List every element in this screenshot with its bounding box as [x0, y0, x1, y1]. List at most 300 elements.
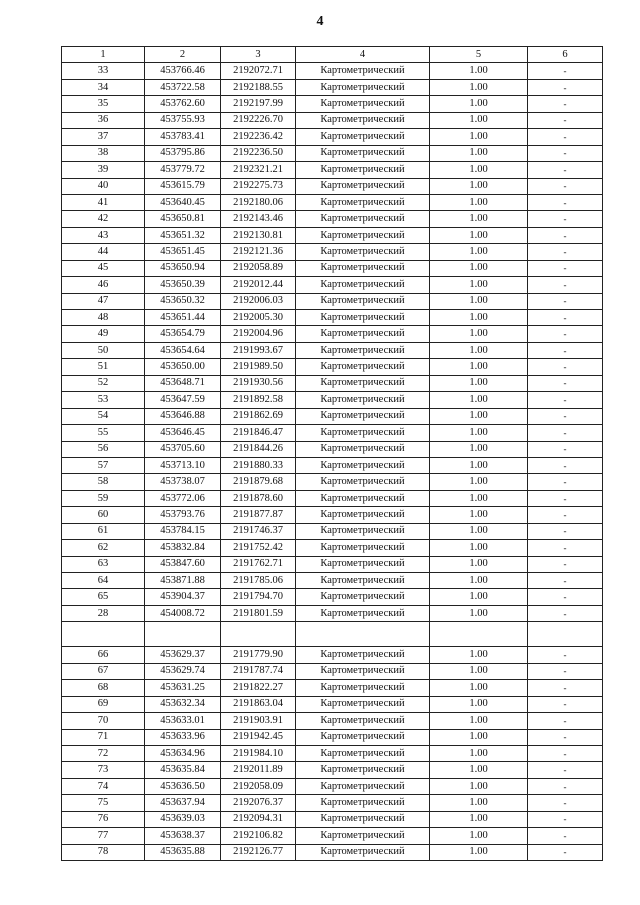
- accuracy-cell: 1.00: [430, 647, 528, 663]
- method-cell: Картометрический: [296, 811, 430, 827]
- y-coordinate-cell: 2192143.46: [221, 211, 296, 227]
- method-cell: Картометрический: [296, 375, 430, 391]
- note-cell: -: [528, 392, 603, 408]
- method-cell: Картометрический: [296, 145, 430, 161]
- x-coordinate-cell: 453847.60: [145, 556, 221, 572]
- table-row: [62, 441, 603, 457]
- note-cell: -: [528, 194, 603, 210]
- note-cell: -: [528, 211, 603, 227]
- y-coordinate-cell: 2192072.71: [221, 63, 296, 79]
- header-cell-5: 5: [430, 47, 528, 63]
- table-row: [62, 211, 603, 227]
- table-row: [62, 729, 603, 745]
- table-row: [62, 194, 603, 210]
- y-coordinate-cell: 2191930.56: [221, 375, 296, 391]
- note-cell: -: [528, 244, 603, 260]
- x-coordinate-cell: 453634.96: [145, 745, 221, 761]
- x-coordinate-cell: 453650.32: [145, 293, 221, 309]
- accuracy-cell: 1.00: [430, 112, 528, 128]
- table-row: [62, 112, 603, 128]
- table-row: [62, 277, 603, 293]
- point-number-cell: 41: [62, 194, 145, 210]
- y-coordinate-cell: 2191787.74: [221, 663, 296, 679]
- y-coordinate-cell: 2192004.96: [221, 326, 296, 342]
- point-number-cell: 73: [62, 762, 145, 778]
- accuracy-cell: 1.00: [430, 244, 528, 260]
- point-number-cell: 38: [62, 145, 145, 161]
- note-cell: -: [528, 663, 603, 679]
- accuracy-cell: 1.00: [430, 145, 528, 161]
- table-row: [62, 573, 603, 589]
- note-cell: -: [528, 310, 603, 326]
- y-coordinate-cell: 2192005.30: [221, 310, 296, 326]
- note-cell: -: [528, 778, 603, 794]
- header-cell-6: 6: [528, 47, 603, 63]
- y-coordinate-cell: 2191942.45: [221, 729, 296, 745]
- header-cell-4: 4: [296, 47, 430, 63]
- accuracy-cell: 1.00: [430, 441, 528, 457]
- method-cell: Картометрический: [296, 647, 430, 663]
- y-coordinate-cell: 2192126.77: [221, 844, 296, 860]
- table-row: [62, 359, 603, 375]
- note-cell: -: [528, 844, 603, 860]
- method-cell: Картометрический: [296, 729, 430, 745]
- y-coordinate-cell: 2191844.26: [221, 441, 296, 457]
- method-cell: Картометрический: [296, 507, 430, 523]
- point-number-cell: 56: [62, 441, 145, 457]
- method-cell: Картометрический: [296, 680, 430, 696]
- y-coordinate-cell: 2191880.33: [221, 457, 296, 473]
- point-number-cell: 46: [62, 277, 145, 293]
- point-number-cell: 71: [62, 729, 145, 745]
- method-cell: Картометрический: [296, 129, 430, 145]
- point-number-cell: 77: [62, 828, 145, 844]
- point-number-cell: 45: [62, 260, 145, 276]
- note-cell: -: [528, 227, 603, 243]
- table-row: [62, 828, 603, 844]
- accuracy-cell: 1.00: [430, 713, 528, 729]
- y-coordinate-cell: 2191863.04: [221, 696, 296, 712]
- x-coordinate-cell: 453615.79: [145, 178, 221, 194]
- method-cell: Картометрический: [296, 474, 430, 490]
- x-coordinate-cell: 453654.64: [145, 342, 221, 358]
- table-row: [62, 490, 603, 506]
- note-cell: -: [528, 680, 603, 696]
- x-coordinate-cell: 453784.15: [145, 523, 221, 539]
- x-coordinate-cell: 453631.25: [145, 680, 221, 696]
- point-number-cell: 39: [62, 162, 145, 178]
- point-number-cell: 40: [62, 178, 145, 194]
- table-row: [62, 145, 603, 161]
- method-cell: Картометрический: [296, 112, 430, 128]
- table-row: [62, 795, 603, 811]
- y-coordinate-cell: 2191878.60: [221, 490, 296, 506]
- method-cell: Картометрический: [296, 194, 430, 210]
- table-row: [62, 244, 603, 260]
- table-row: [62, 745, 603, 761]
- note-cell: -: [528, 457, 603, 473]
- method-cell: Картометрический: [296, 342, 430, 358]
- header-row: [62, 47, 603, 63]
- point-number-cell: 36: [62, 112, 145, 128]
- method-cell: Картометрический: [296, 523, 430, 539]
- point-number-cell: 62: [62, 540, 145, 556]
- method-cell: Картометрический: [296, 795, 430, 811]
- point-number-cell: 58: [62, 474, 145, 490]
- y-coordinate-cell: 2192226.70: [221, 112, 296, 128]
- method-cell: Картометрический: [296, 573, 430, 589]
- section-separator-row: [62, 622, 603, 647]
- method-cell: Картометрический: [296, 490, 430, 506]
- y-coordinate-cell: 2192106.82: [221, 828, 296, 844]
- point-number-cell: 72: [62, 745, 145, 761]
- header-cell-2: 2: [145, 47, 221, 63]
- table-row: [62, 260, 603, 276]
- x-coordinate-cell: 453636.50: [145, 778, 221, 794]
- accuracy-cell: 1.00: [430, 507, 528, 523]
- point-number-cell: 70: [62, 713, 145, 729]
- method-cell: Картометрический: [296, 96, 430, 112]
- y-coordinate-cell: 2192321.21: [221, 162, 296, 178]
- table-row: [62, 680, 603, 696]
- note-cell: -: [528, 540, 603, 556]
- table-row: [62, 96, 603, 112]
- note-cell: -: [528, 112, 603, 128]
- x-coordinate-cell: 453650.81: [145, 211, 221, 227]
- note-cell: -: [528, 79, 603, 95]
- accuracy-cell: 1.00: [430, 326, 528, 342]
- point-number-cell: 59: [62, 490, 145, 506]
- accuracy-cell: 1.00: [430, 523, 528, 539]
- y-coordinate-cell: 2192094.31: [221, 811, 296, 827]
- empty-cell: [528, 622, 603, 647]
- method-cell: Картометрический: [296, 696, 430, 712]
- point-number-cell: 28: [62, 605, 145, 621]
- accuracy-cell: 1.00: [430, 540, 528, 556]
- method-cell: Картометрический: [296, 392, 430, 408]
- point-number-cell: 48: [62, 310, 145, 326]
- y-coordinate-cell: 2192121.36: [221, 244, 296, 260]
- accuracy-cell: 1.00: [430, 844, 528, 860]
- table-row: [62, 178, 603, 194]
- note-cell: -: [528, 811, 603, 827]
- note-cell: -: [528, 96, 603, 112]
- method-cell: Картометрический: [296, 178, 430, 194]
- note-cell: -: [528, 277, 603, 293]
- x-coordinate-cell: 453648.71: [145, 375, 221, 391]
- note-cell: -: [528, 605, 603, 621]
- point-number-cell: 60: [62, 507, 145, 523]
- x-coordinate-cell: 453651.45: [145, 244, 221, 260]
- accuracy-cell: 1.00: [430, 745, 528, 761]
- x-coordinate-cell: 453713.10: [145, 457, 221, 473]
- note-cell: -: [528, 713, 603, 729]
- table-row: [62, 326, 603, 342]
- point-number-cell: 52: [62, 375, 145, 391]
- accuracy-cell: 1.00: [430, 680, 528, 696]
- note-cell: -: [528, 178, 603, 194]
- method-cell: Картометрический: [296, 605, 430, 621]
- accuracy-cell: 1.00: [430, 293, 528, 309]
- note-cell: -: [528, 342, 603, 358]
- method-cell: Картометрический: [296, 762, 430, 778]
- accuracy-cell: 1.00: [430, 425, 528, 441]
- x-coordinate-cell: 453650.39: [145, 277, 221, 293]
- point-number-cell: 64: [62, 573, 145, 589]
- note-cell: -: [528, 474, 603, 490]
- point-number-cell: 63: [62, 556, 145, 572]
- x-coordinate-cell: 453633.01: [145, 713, 221, 729]
- note-cell: -: [528, 828, 603, 844]
- table-row: [62, 392, 603, 408]
- note-cell: -: [528, 293, 603, 309]
- y-coordinate-cell: 2192188.55: [221, 79, 296, 95]
- table-row: [62, 457, 603, 473]
- x-coordinate-cell: 453755.93: [145, 112, 221, 128]
- y-coordinate-cell: 2191779.90: [221, 647, 296, 663]
- note-cell: -: [528, 729, 603, 745]
- x-coordinate-cell: 453722.58: [145, 79, 221, 95]
- accuracy-cell: 1.00: [430, 310, 528, 326]
- accuracy-cell: 1.00: [430, 605, 528, 621]
- point-number-cell: 43: [62, 227, 145, 243]
- method-cell: Картометрический: [296, 713, 430, 729]
- x-coordinate-cell: 453639.03: [145, 811, 221, 827]
- y-coordinate-cell: 2191785.06: [221, 573, 296, 589]
- table-row: [62, 507, 603, 523]
- point-number-cell: 42: [62, 211, 145, 227]
- empty-cell: [62, 622, 145, 647]
- table-row: [62, 293, 603, 309]
- header-cell-1: 1: [62, 47, 145, 63]
- accuracy-cell: 1.00: [430, 762, 528, 778]
- empty-cell: [430, 622, 528, 647]
- accuracy-cell: 1.00: [430, 211, 528, 227]
- x-coordinate-cell: 453647.59: [145, 392, 221, 408]
- table-row: [62, 762, 603, 778]
- note-cell: -: [528, 129, 603, 145]
- method-cell: Картометрический: [296, 227, 430, 243]
- note-cell: -: [528, 745, 603, 761]
- accuracy-cell: 1.00: [430, 795, 528, 811]
- y-coordinate-cell: 2192275.73: [221, 178, 296, 194]
- table-row: [62, 589, 603, 605]
- table-row: [62, 696, 603, 712]
- accuracy-cell: 1.00: [430, 178, 528, 194]
- y-coordinate-cell: 2191984.10: [221, 745, 296, 761]
- table-row: [62, 375, 603, 391]
- note-cell: -: [528, 647, 603, 663]
- coordinates-table-body: [62, 47, 603, 861]
- x-coordinate-cell: 453635.84: [145, 762, 221, 778]
- x-coordinate-cell: 453633.96: [145, 729, 221, 745]
- accuracy-cell: 1.00: [430, 663, 528, 679]
- x-coordinate-cell: 453904.37: [145, 589, 221, 605]
- point-number-cell: 78: [62, 844, 145, 860]
- accuracy-cell: 1.00: [430, 811, 528, 827]
- y-coordinate-cell: 2192197.99: [221, 96, 296, 112]
- method-cell: Картометрический: [296, 244, 430, 260]
- table-row: [62, 811, 603, 827]
- note-cell: -: [528, 375, 603, 391]
- point-number-cell: 55: [62, 425, 145, 441]
- table-row: [62, 778, 603, 794]
- accuracy-cell: 1.00: [430, 696, 528, 712]
- accuracy-cell: 1.00: [430, 729, 528, 745]
- x-coordinate-cell: 453650.94: [145, 260, 221, 276]
- y-coordinate-cell: 2192180.06: [221, 194, 296, 210]
- method-cell: Картометрический: [296, 211, 430, 227]
- method-cell: Картометрический: [296, 556, 430, 572]
- coordinates-table: [61, 46, 603, 861]
- empty-cell: [145, 622, 221, 647]
- note-cell: -: [528, 573, 603, 589]
- accuracy-cell: 1.00: [430, 490, 528, 506]
- y-coordinate-cell: 2191822.27: [221, 680, 296, 696]
- point-number-cell: 61: [62, 523, 145, 539]
- table-row: [62, 844, 603, 860]
- point-number-cell: 35: [62, 96, 145, 112]
- x-coordinate-cell: 453738.07: [145, 474, 221, 490]
- accuracy-cell: 1.00: [430, 96, 528, 112]
- method-cell: Картометрический: [296, 441, 430, 457]
- note-cell: -: [528, 326, 603, 342]
- note-cell: -: [528, 162, 603, 178]
- table-row: [62, 408, 603, 424]
- x-coordinate-cell: 453637.94: [145, 795, 221, 811]
- table-row: [62, 425, 603, 441]
- accuracy-cell: 1.00: [430, 573, 528, 589]
- accuracy-cell: 1.00: [430, 194, 528, 210]
- point-number-cell: 51: [62, 359, 145, 375]
- point-number-cell: 66: [62, 647, 145, 663]
- method-cell: Картометрический: [296, 663, 430, 679]
- method-cell: Картометрический: [296, 778, 430, 794]
- note-cell: -: [528, 556, 603, 572]
- y-coordinate-cell: 2192058.89: [221, 260, 296, 276]
- y-coordinate-cell: 2192011.89: [221, 762, 296, 778]
- y-coordinate-cell: 2191892.58: [221, 392, 296, 408]
- y-coordinate-cell: 2192012.44: [221, 277, 296, 293]
- x-coordinate-cell: 453779.72: [145, 162, 221, 178]
- accuracy-cell: 1.00: [430, 129, 528, 145]
- x-coordinate-cell: 453629.37: [145, 647, 221, 663]
- point-number-cell: 67: [62, 663, 145, 679]
- table-row: [62, 129, 603, 145]
- method-cell: Картометрический: [296, 540, 430, 556]
- accuracy-cell: 1.00: [430, 408, 528, 424]
- y-coordinate-cell: 2191879.68: [221, 474, 296, 490]
- y-coordinate-cell: 2191989.50: [221, 359, 296, 375]
- accuracy-cell: 1.00: [430, 359, 528, 375]
- point-number-cell: 34: [62, 79, 145, 95]
- y-coordinate-cell: 2191794.70: [221, 589, 296, 605]
- x-coordinate-cell: 453629.74: [145, 663, 221, 679]
- accuracy-cell: 1.00: [430, 63, 528, 79]
- accuracy-cell: 1.00: [430, 375, 528, 391]
- accuracy-cell: 1.00: [430, 162, 528, 178]
- y-coordinate-cell: 2191801.59: [221, 605, 296, 621]
- method-cell: Картометрический: [296, 277, 430, 293]
- x-coordinate-cell: 453766.46: [145, 63, 221, 79]
- y-coordinate-cell: 2192130.81: [221, 227, 296, 243]
- method-cell: Картометрический: [296, 260, 430, 276]
- note-cell: -: [528, 795, 603, 811]
- x-coordinate-cell: 453632.34: [145, 696, 221, 712]
- note-cell: -: [528, 145, 603, 161]
- table-row: [62, 63, 603, 79]
- table-row: [62, 342, 603, 358]
- method-cell: Картометрический: [296, 162, 430, 178]
- x-coordinate-cell: 453762.60: [145, 96, 221, 112]
- empty-cell: [296, 622, 430, 647]
- accuracy-cell: 1.00: [430, 227, 528, 243]
- x-coordinate-cell: 453783.41: [145, 129, 221, 145]
- point-number-cell: 53: [62, 392, 145, 408]
- x-coordinate-cell: 453772.06: [145, 490, 221, 506]
- table-row: [62, 79, 603, 95]
- method-cell: Картометрический: [296, 408, 430, 424]
- x-coordinate-cell: 453793.76: [145, 507, 221, 523]
- method-cell: Картометрический: [296, 326, 430, 342]
- point-number-cell: 57: [62, 457, 145, 473]
- x-coordinate-cell: 453654.79: [145, 326, 221, 342]
- x-coordinate-cell: 453651.44: [145, 310, 221, 326]
- point-number-cell: 44: [62, 244, 145, 260]
- point-number-cell: 47: [62, 293, 145, 309]
- accuracy-cell: 1.00: [430, 392, 528, 408]
- x-coordinate-cell: 453795.86: [145, 145, 221, 161]
- x-coordinate-cell: 453635.88: [145, 844, 221, 860]
- header-cell-3: 3: [221, 47, 296, 63]
- table-row: [62, 663, 603, 679]
- y-coordinate-cell: 2191993.67: [221, 342, 296, 358]
- accuracy-cell: 1.00: [430, 342, 528, 358]
- note-cell: -: [528, 589, 603, 605]
- y-coordinate-cell: 2191762.71: [221, 556, 296, 572]
- y-coordinate-cell: 2191903.91: [221, 713, 296, 729]
- method-cell: Картометрический: [296, 457, 430, 473]
- table-row: [62, 310, 603, 326]
- table-row: [62, 162, 603, 178]
- point-number-cell: 54: [62, 408, 145, 424]
- method-cell: Картометрический: [296, 828, 430, 844]
- accuracy-cell: 1.00: [430, 556, 528, 572]
- note-cell: -: [528, 408, 603, 424]
- table-row: [62, 523, 603, 539]
- y-coordinate-cell: 2191746.37: [221, 523, 296, 539]
- table-row: [62, 713, 603, 729]
- point-number-cell: 33: [62, 63, 145, 79]
- accuracy-cell: 1.00: [430, 277, 528, 293]
- point-number-cell: 76: [62, 811, 145, 827]
- x-coordinate-cell: 453832.84: [145, 540, 221, 556]
- x-coordinate-cell: 453646.45: [145, 425, 221, 441]
- note-cell: -: [528, 490, 603, 506]
- accuracy-cell: 1.00: [430, 260, 528, 276]
- note-cell: -: [528, 696, 603, 712]
- note-cell: -: [528, 260, 603, 276]
- point-number-cell: 49: [62, 326, 145, 342]
- method-cell: Картометрический: [296, 589, 430, 605]
- method-cell: Картометрический: [296, 359, 430, 375]
- point-number-cell: 68: [62, 680, 145, 696]
- x-coordinate-cell: 453651.32: [145, 227, 221, 243]
- method-cell: Картометрический: [296, 745, 430, 761]
- method-cell: Картометрический: [296, 293, 430, 309]
- page-number: 4: [316, 14, 324, 29]
- point-number-cell: 74: [62, 778, 145, 794]
